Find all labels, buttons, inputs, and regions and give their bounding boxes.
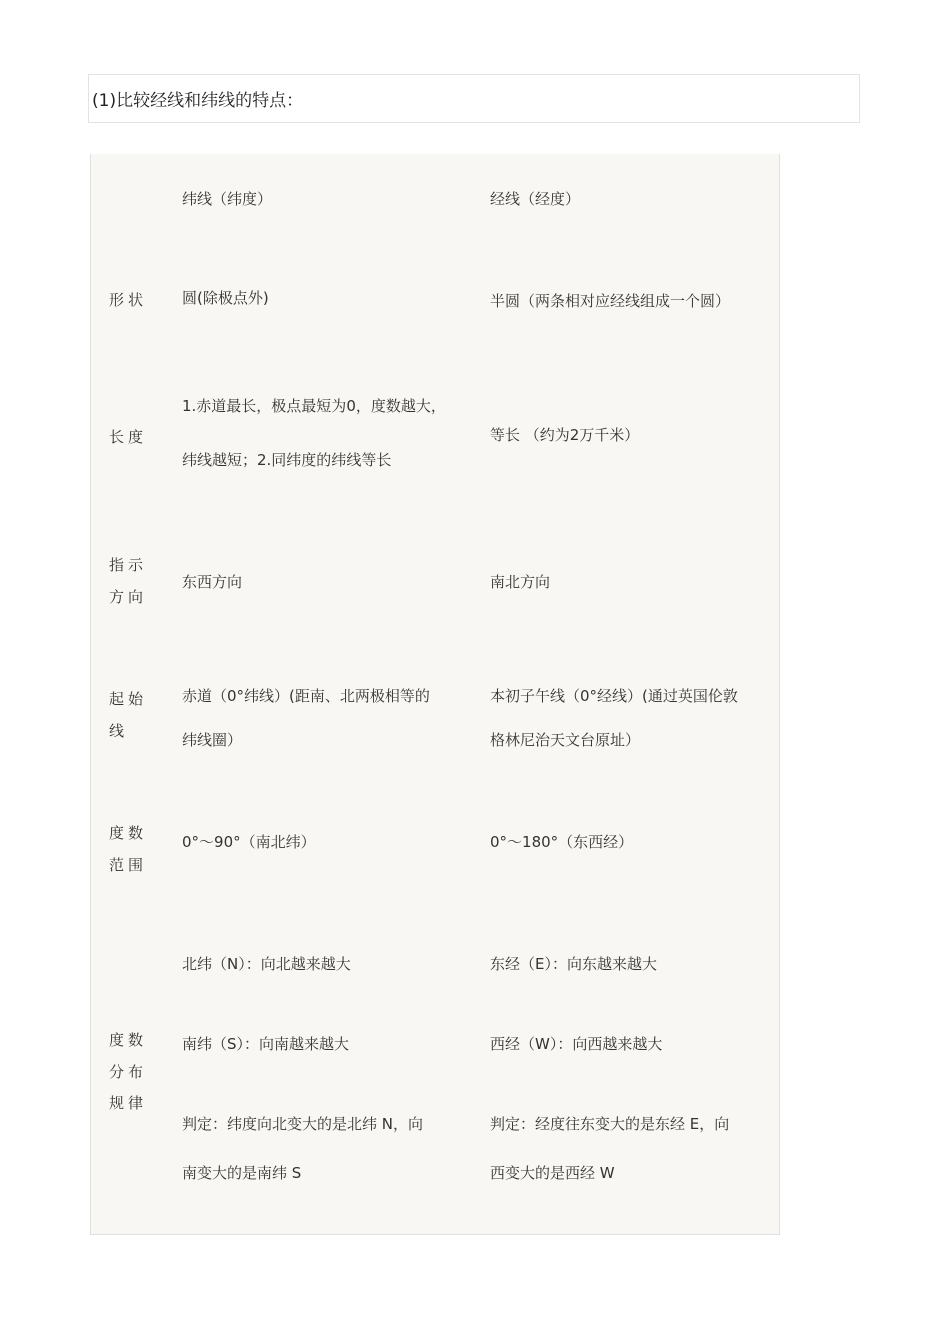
row-label-range-2: 范围 xyxy=(109,856,148,874)
row-label-distribution-3: 规律 xyxy=(109,1094,148,1112)
row-label-direction-2: 方向 xyxy=(109,588,148,606)
origin-warp-line1: 本初子午线（0°经线）(通过英国伦敦 xyxy=(490,687,738,705)
origin-weft-line1: 赤道（0°纬线）(距南、北两极相等的 xyxy=(182,687,430,705)
row-label-length: 长度 xyxy=(109,428,148,446)
origin-weft-line2: 纬线圈） xyxy=(182,731,243,749)
range-warp: 0°～180°（东西经） xyxy=(490,833,634,851)
length-weft-line2: 纬线越短；2.同纬度的纬线等长 xyxy=(182,451,392,469)
distribution-weft-line1: 北纬（N）：向北越来越大 xyxy=(182,955,351,973)
row-label-origin-1: 起始 xyxy=(109,690,148,708)
shape-weft: 圆(除极点外) xyxy=(182,289,269,307)
distribution-warp-line2: 西经（W）：向西越来越大 xyxy=(490,1035,663,1053)
distribution-weft-line4: 南变大的是南纬 S xyxy=(182,1164,302,1182)
heading-box xyxy=(88,74,860,123)
row-label-direction-1: 指示 xyxy=(109,556,148,574)
row-label-distribution-2: 分布 xyxy=(109,1063,148,1081)
length-weft-line1: 1.赤道最长，极点最短为0，度数越大， xyxy=(182,397,446,415)
heading-title: (1)比较经线和纬线的特点： xyxy=(92,91,304,111)
distribution-warp-line4: 西变大的是西经 W xyxy=(490,1164,615,1182)
header-warp: 经线（经度） xyxy=(490,190,581,208)
row-label-distribution-1: 度数 xyxy=(109,1031,148,1049)
row-label-origin-2: 线 xyxy=(109,722,129,740)
distribution-weft-line3: 判定：纬度向北变大的是北纬 N，向 xyxy=(182,1115,423,1133)
distribution-warp-line3: 判定：经度往东变大的是东经 E，向 xyxy=(490,1115,730,1133)
origin-warp-line2: 格林尼治天文台原址） xyxy=(490,731,641,749)
direction-weft: 东西方向 xyxy=(182,573,243,591)
row-label-range-1: 度数 xyxy=(109,824,148,842)
header-weft: 纬线（纬度） xyxy=(182,190,273,208)
row-label-shape: 形状 xyxy=(109,291,148,309)
distribution-weft-line2: 南纬（S）：向南越来越大 xyxy=(182,1035,350,1053)
range-weft: 0°～90°（南北纬） xyxy=(182,833,316,851)
shape-warp: 半圆（两条相对应经线组成一个圆） xyxy=(490,292,731,310)
direction-warp: 南北方向 xyxy=(490,573,551,591)
distribution-warp-line1: 东经（E）：向东越来越大 xyxy=(490,955,657,973)
length-warp: 等长 （约为2万千米） xyxy=(490,426,640,444)
